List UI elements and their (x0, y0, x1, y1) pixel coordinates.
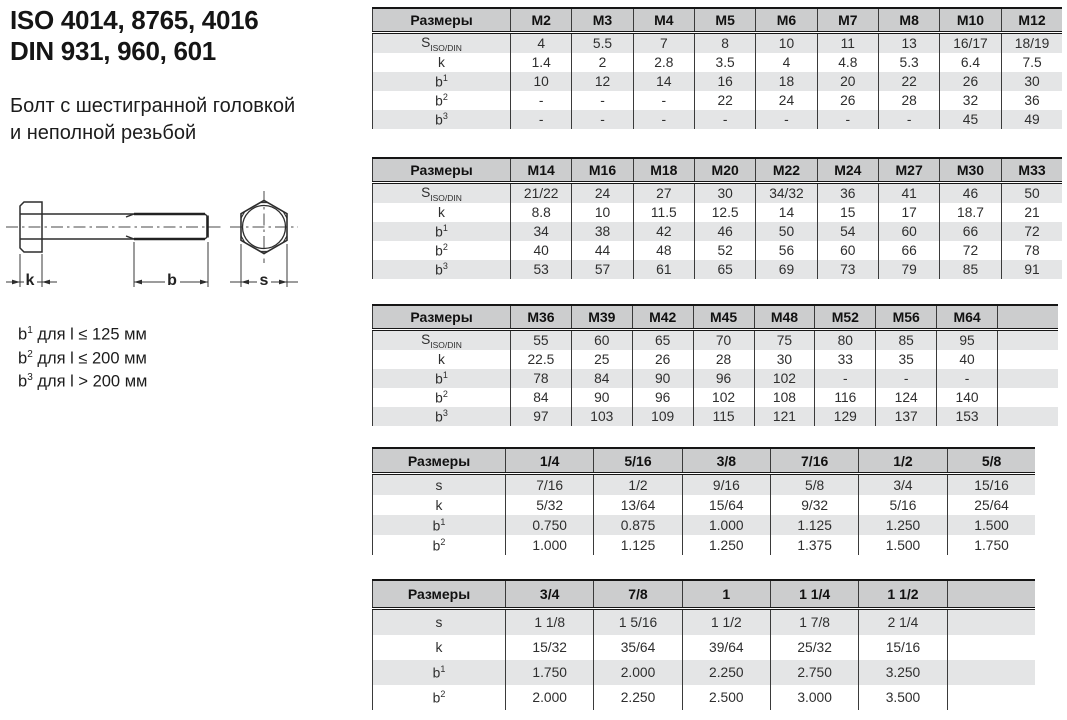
column-header: M22 (756, 158, 817, 183)
size-value: 15/32 (506, 635, 594, 660)
table-row (373, 241, 1063, 260)
column-header: M20 (694, 158, 755, 183)
column-header: M64 (937, 305, 998, 330)
size-value: 38 (572, 222, 633, 241)
table-row (373, 388, 1059, 407)
size-value: - (815, 369, 876, 388)
size-value: 16 (694, 72, 755, 91)
size-value: 1.000 (682, 515, 770, 535)
size-value: 52 (694, 241, 755, 260)
size-value: 15/64 (682, 495, 770, 515)
size-value: 5.3 (878, 53, 939, 72)
title-iso: ISO 4014, 8765, 4016 (10, 5, 259, 35)
size-value: 4.8 (817, 53, 878, 72)
size-value: 34 (511, 222, 572, 241)
column-header: M5 (694, 8, 755, 33)
size-value: 8.8 (511, 203, 572, 222)
size-value: 1 7/8 (770, 609, 858, 636)
column-header: 3/4 (506, 580, 594, 609)
size-value: 79 (878, 260, 939, 279)
size-value: 2 (572, 53, 633, 72)
size-value: 20 (817, 72, 878, 91)
table-row (373, 330, 1059, 351)
size-value: 3.000 (770, 685, 858, 710)
size-value: 14 (633, 72, 694, 91)
table-corner-label: Размеры (373, 305, 511, 330)
size-value: 11.5 (633, 203, 694, 222)
table-row (373, 91, 1063, 110)
size-value: - (937, 369, 998, 388)
size-value: 3/4 (859, 474, 947, 496)
table-row (373, 635, 1036, 660)
size-value: 15 (817, 203, 878, 222)
size-value: 60 (817, 241, 878, 260)
size-value: 95 (937, 330, 998, 351)
column-header: 1/2 (859, 448, 947, 474)
bolt-technical-drawing (2, 188, 342, 313)
inch-size-table-2 (372, 579, 1035, 710)
size-value: 26 (632, 350, 693, 369)
size-value: 69 (756, 260, 817, 279)
size-value: 65 (632, 330, 693, 351)
size-value: 26 (940, 72, 1001, 91)
dim-label-b: b (167, 272, 177, 289)
column-header: M42 (632, 305, 693, 330)
metric-size-table-2 (372, 157, 1062, 279)
title-block (10, 5, 258, 67)
row-label: $b^3$ (373, 260, 511, 279)
size-value: 35/64 (594, 635, 682, 660)
size-value: - (694, 110, 755, 129)
size-value: 28 (693, 350, 754, 369)
size-value: 5/32 (506, 495, 594, 515)
size-value: 1 1/2 (682, 609, 770, 636)
table-row (373, 110, 1063, 129)
size-value: - (633, 91, 694, 110)
row-label: k (373, 53, 511, 72)
size-value: 2.000 (594, 660, 682, 685)
size-value (998, 369, 1059, 388)
size-value: 26 (817, 91, 878, 110)
size-value: 129 (815, 407, 876, 426)
row-label: $b^2$ (373, 241, 511, 260)
size-value: 108 (754, 388, 815, 407)
row-label: s (373, 609, 506, 636)
size-value: 27 (633, 183, 694, 204)
size-value: 66 (940, 222, 1001, 241)
size-value: 124 (876, 388, 937, 407)
size-value: 2.000 (506, 685, 594, 710)
size-value: 13 (878, 33, 939, 54)
size-value: - (878, 110, 939, 129)
size-value: 21 (1001, 203, 1062, 222)
table-row (373, 260, 1063, 279)
table-corner-label: Размеры (373, 158, 511, 183)
row-label: $b^1$ (373, 72, 511, 91)
size-value: 3.5 (694, 53, 755, 72)
size-value: 34/32 (756, 183, 817, 204)
size-value: 121 (754, 407, 815, 426)
subtitle-line-2: и неполной резьбой (10, 122, 197, 144)
column-header: M8 (878, 8, 939, 33)
size-value: 1.125 (770, 515, 858, 535)
column-header: M24 (817, 158, 878, 183)
size-value: 90 (632, 369, 693, 388)
table-row (373, 474, 1036, 496)
size-value: 35 (876, 350, 937, 369)
size-value: 2.500 (682, 685, 770, 710)
size-value: 103 (571, 407, 632, 426)
size-value: 70 (693, 330, 754, 351)
subtitle-line-1: Болт с шестигранной головкой (10, 95, 296, 117)
table-corner-label: Размеры (373, 448, 506, 474)
size-value: 56 (756, 241, 817, 260)
dim-label-k: k (25, 272, 35, 289)
size-value: 84 (511, 388, 572, 407)
size-value: 7 (633, 33, 694, 54)
column-header: 1 (682, 580, 770, 609)
size-value: 18.7 (940, 203, 1001, 222)
row-label: $S_{ISO/DIN}$ (373, 330, 511, 351)
size-value: 49 (1001, 110, 1062, 129)
size-value (998, 350, 1059, 369)
column-header: M16 (572, 158, 633, 183)
size-value: 33 (815, 350, 876, 369)
size-value: 24 (572, 183, 633, 204)
column-header (998, 305, 1059, 330)
row-label: k (373, 495, 506, 515)
footnote-b1: $b^1$ для l ≤ 125 мм (18, 325, 147, 344)
size-value: 78 (1001, 241, 1062, 260)
size-value: 2.750 (770, 660, 858, 685)
size-value: 1/2 (594, 474, 682, 496)
size-value: 5/8 (770, 474, 858, 496)
size-value: 2 1/4 (859, 609, 947, 636)
table-row (373, 369, 1059, 388)
size-value: 102 (754, 369, 815, 388)
size-value (947, 660, 1035, 685)
size-value: 12 (572, 72, 633, 91)
row-label: $b^1$ (373, 222, 511, 241)
column-header: 7/8 (594, 580, 682, 609)
size-value: 102 (693, 388, 754, 407)
size-value: 22 (878, 72, 939, 91)
size-value: 3.250 (859, 660, 947, 685)
size-value: 25 (571, 350, 632, 369)
footnote-b2: $b^2$ для l ≤ 200 мм (18, 348, 147, 367)
size-value: - (572, 91, 633, 110)
size-value: 96 (693, 369, 754, 388)
size-value: - (511, 110, 572, 129)
table-row (373, 515, 1036, 535)
size-value: 1.4 (511, 53, 572, 72)
footnotes (18, 321, 147, 392)
row-label: $S_{ISO/DIN}$ (373, 33, 511, 54)
size-value: 24 (756, 91, 817, 110)
size-value: 0.750 (506, 515, 594, 535)
size-tables (372, 0, 1067, 720)
size-value: 45 (940, 110, 1001, 129)
size-value: 18/19 (1001, 33, 1062, 54)
column-header: 5/16 (594, 448, 682, 474)
size-value: 90 (571, 388, 632, 407)
size-value: 5/16 (859, 495, 947, 515)
column-header: M18 (633, 158, 694, 183)
size-value (947, 609, 1035, 636)
size-value: 1.750 (947, 535, 1035, 555)
table-row (373, 495, 1036, 515)
size-value: - (511, 91, 572, 110)
table-row (373, 350, 1059, 369)
size-value: 39/64 (682, 635, 770, 660)
size-value: 65 (694, 260, 755, 279)
metric-size-table-3 (372, 304, 1058, 426)
size-value: 25/32 (770, 635, 858, 660)
size-value (947, 685, 1035, 710)
column-header: M30 (940, 158, 1001, 183)
size-value: 97 (511, 407, 572, 426)
size-value: 17 (878, 203, 939, 222)
size-value (998, 388, 1059, 407)
size-value (998, 407, 1059, 426)
size-value: 140 (937, 388, 998, 407)
column-header: M48 (754, 305, 815, 330)
row-label: $b^3$ (373, 407, 511, 426)
size-value: 85 (940, 260, 1001, 279)
size-value: 116 (815, 388, 876, 407)
size-value: 1.500 (859, 535, 947, 555)
size-value: 115 (693, 407, 754, 426)
size-value: 1.375 (770, 535, 858, 555)
size-value: 91 (1001, 260, 1062, 279)
size-value: 30 (1001, 72, 1062, 91)
table-row (373, 535, 1036, 555)
size-value: 54 (817, 222, 878, 241)
size-value: - (572, 110, 633, 129)
size-value: 78 (511, 369, 572, 388)
size-value: 30 (754, 350, 815, 369)
size-value: 48 (633, 241, 694, 260)
dimension-labels (24, 272, 271, 289)
size-value: 14 (756, 203, 817, 222)
size-value: 40 (511, 241, 572, 260)
title-din: DIN 931, 960, 601 (10, 36, 216, 66)
table-row (373, 660, 1036, 685)
size-value: 12.5 (694, 203, 755, 222)
column-header: 1 1/2 (859, 580, 947, 609)
size-value: 1.750 (506, 660, 594, 685)
dim-label-s: s (259, 272, 269, 289)
center-lines (6, 191, 298, 263)
size-value: 36 (1001, 91, 1062, 110)
size-value: 25/64 (947, 495, 1035, 515)
size-value: 46 (694, 222, 755, 241)
size-value: 36 (817, 183, 878, 204)
table-row (373, 33, 1063, 54)
size-value: 40 (937, 350, 998, 369)
column-header: 1 1/4 (770, 580, 858, 609)
inch-size-table-1 (372, 447, 1035, 555)
row-label: k (373, 635, 506, 660)
size-value: 13/64 (594, 495, 682, 515)
column-header: 1/4 (506, 448, 594, 474)
row-label: s (373, 474, 506, 496)
size-value: 32 (940, 91, 1001, 110)
size-value: 41 (878, 183, 939, 204)
size-value: 10 (756, 33, 817, 54)
size-value: 73 (817, 260, 878, 279)
size-value: 18 (756, 72, 817, 91)
column-header: M36 (511, 305, 572, 330)
size-value: 6.4 (940, 53, 1001, 72)
size-value: 1 1/8 (506, 609, 594, 636)
footnote-b3: $b^3$ для l > 200 мм (18, 372, 148, 391)
size-value: - (817, 110, 878, 129)
row-label: $b^2$ (373, 685, 506, 710)
table-row (373, 203, 1063, 222)
row-label: $b^2$ (373, 388, 511, 407)
size-value: 50 (756, 222, 817, 241)
column-header: 7/16 (770, 448, 858, 474)
row-label: $b^3$ (373, 110, 511, 129)
size-value: 9/16 (682, 474, 770, 496)
column-header: M39 (571, 305, 632, 330)
size-value: 2.250 (682, 660, 770, 685)
size-value: 8 (694, 33, 755, 54)
table-row (373, 53, 1063, 72)
size-value: 4 (756, 53, 817, 72)
size-value: 72 (940, 241, 1001, 260)
table-row (373, 222, 1063, 241)
column-header: M7 (817, 8, 878, 33)
row-label: $S_{ISO/DIN}$ (373, 183, 511, 204)
column-header: M45 (693, 305, 754, 330)
column-header: 3/8 (682, 448, 770, 474)
column-header: M3 (572, 8, 633, 33)
size-value: 10 (572, 203, 633, 222)
size-value: 22.5 (511, 350, 572, 369)
table-row (373, 72, 1063, 91)
size-value: 60 (571, 330, 632, 351)
size-value: 1.500 (947, 515, 1035, 535)
size-value: 50 (1001, 183, 1062, 204)
size-value: 137 (876, 407, 937, 426)
size-value: 2.8 (633, 53, 694, 72)
size-value: 21/22 (511, 183, 572, 204)
size-value: 4 (511, 33, 572, 54)
size-value: 28 (878, 91, 939, 110)
column-header: M12 (1001, 8, 1062, 33)
table-corner-label: Размеры (373, 8, 511, 33)
row-label: $b^2$ (373, 91, 511, 110)
size-value: 5.5 (572, 33, 633, 54)
size-value: 84 (571, 369, 632, 388)
size-value: 44 (572, 241, 633, 260)
column-header (947, 580, 1035, 609)
table-row (373, 407, 1059, 426)
size-value: 22 (694, 91, 755, 110)
row-label: $b^2$ (373, 535, 506, 555)
size-value: - (633, 110, 694, 129)
column-header: M4 (633, 8, 694, 33)
column-header: M6 (756, 8, 817, 33)
size-value: 85 (876, 330, 937, 351)
size-value: 57 (572, 260, 633, 279)
size-value (998, 330, 1059, 351)
size-value: 2.250 (594, 685, 682, 710)
table-corner-label: Размеры (373, 580, 506, 609)
table-row (373, 609, 1036, 636)
size-value: 61 (633, 260, 694, 279)
column-header: M27 (878, 158, 939, 183)
size-value: 1.250 (682, 535, 770, 555)
size-value: 60 (878, 222, 939, 241)
size-value: 0.875 (594, 515, 682, 535)
column-header: M2 (511, 8, 572, 33)
column-header: M14 (511, 158, 572, 183)
column-header: 5/8 (947, 448, 1035, 474)
size-value: 1.250 (859, 515, 947, 535)
table-row (373, 183, 1063, 204)
size-value: - (876, 369, 937, 388)
row-label: $b^1$ (373, 369, 511, 388)
size-value: 96 (632, 388, 693, 407)
size-value: 55 (511, 330, 572, 351)
column-header: M10 (940, 8, 1001, 33)
column-header: M33 (1001, 158, 1062, 183)
size-value: 30 (694, 183, 755, 204)
size-value: 9/32 (770, 495, 858, 515)
size-value: 72 (1001, 222, 1062, 241)
row-label: k (373, 203, 511, 222)
size-value: 15/16 (859, 635, 947, 660)
row-label: $b^1$ (373, 515, 506, 535)
size-value: 1.000 (506, 535, 594, 555)
size-value: - (756, 110, 817, 129)
size-value: 16/17 (940, 33, 1001, 54)
size-value: 153 (937, 407, 998, 426)
column-header: M52 (815, 305, 876, 330)
size-value: 7/16 (506, 474, 594, 496)
size-value: 109 (632, 407, 693, 426)
size-value: 1 5/16 (594, 609, 682, 636)
table-row (373, 685, 1036, 710)
metric-size-table-1 (372, 7, 1062, 129)
size-value: 11 (817, 33, 878, 54)
row-label: k (373, 350, 511, 369)
size-value: 46 (940, 183, 1001, 204)
size-value: 1.125 (594, 535, 682, 555)
size-value: 80 (815, 330, 876, 351)
size-value: 7.5 (1001, 53, 1062, 72)
size-value: 75 (754, 330, 815, 351)
size-value (947, 635, 1035, 660)
size-value: 15/16 (947, 474, 1035, 496)
row-label: $b^1$ (373, 660, 506, 685)
size-value: 53 (511, 260, 572, 279)
size-value: 3.500 (859, 685, 947, 710)
size-value: 66 (878, 241, 939, 260)
size-value: 10 (511, 72, 572, 91)
size-value: 42 (633, 222, 694, 241)
doc-subtitle (10, 93, 295, 147)
column-header: M56 (876, 305, 937, 330)
